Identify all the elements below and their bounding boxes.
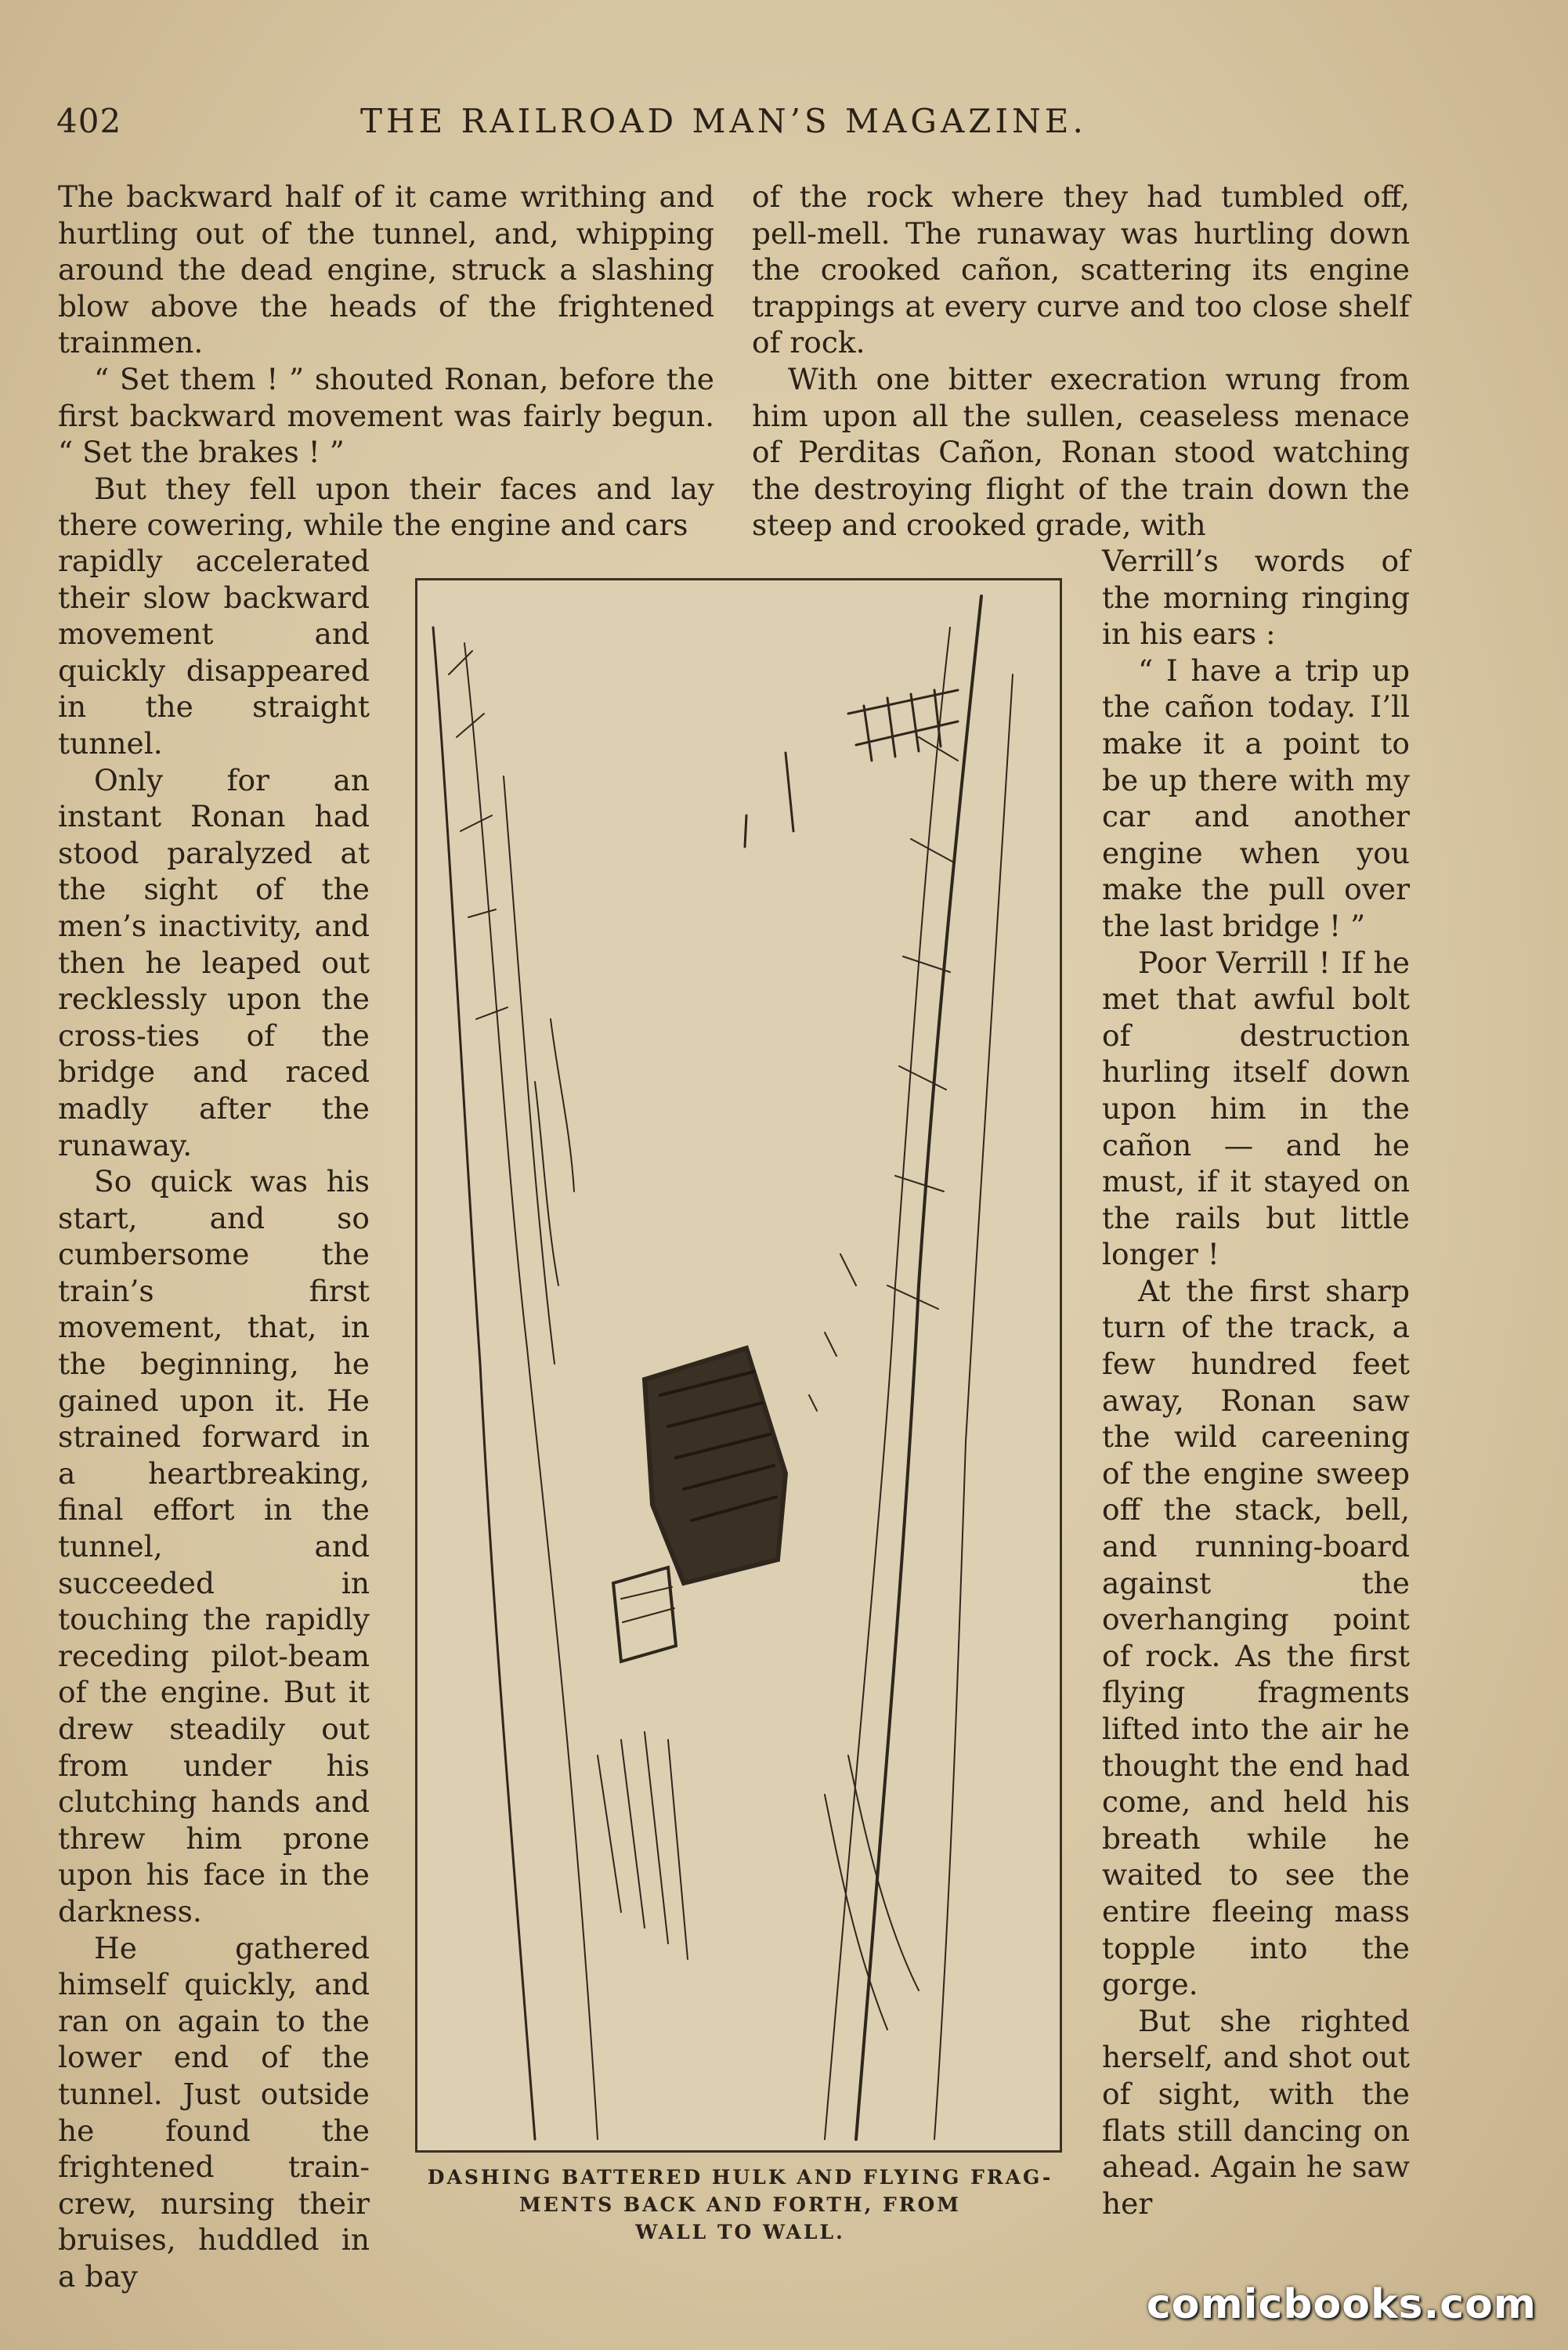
- paragraph: of the rock where they had tumbled off, pell-mell. The runaway was hurtling down the crooked cañon, scattering its engine trappings at every curve and too close shelf of rock.: [752, 179, 1410, 360]
- caption-line: WALL TO WALL.: [635, 2221, 845, 2243]
- paragraph: “ I have a trip up the cañon today. I’ll make it a point to be up there with my car and another engine when you make the pull over the last bridge ! ”: [1102, 653, 1410, 943]
- paragraph: The backward half of it came writhing and hurtling out of the tunnel, and, whipping around the dead engine, struck a slashing blow above the heads of the frightened trainmen.: [58, 179, 714, 360]
- page-number: 402: [56, 102, 122, 140]
- canyon-illustration: [415, 578, 1062, 2153]
- paragraph: rapidly accelerated their slow backward movement and quickly disappeared in the straight tunnel.: [58, 544, 370, 761]
- paragraph: Verrill’s words of the morning ringing in his ears :: [1102, 544, 1410, 652]
- paragraph: Only for an instant Ronan had stood paralyzed at the sight of the men’s inactivity, and then he leaped out recklessly upon the cross-ties of the bridge and raced madly after the runaway.: [58, 762, 370, 1162]
- caption-line: MENTS BACK AND FORTH, FROM: [519, 2193, 961, 2216]
- watermark: comicbooks.com: [1146, 2281, 1537, 2328]
- paragraph: Poor Verrill ! If he met that awful bolt of destruction hurling itself down upon him in the cañon — and he must, if it stayed on the rails but little longer !: [1102, 945, 1410, 1272]
- paragraph: But they fell upon their faces and lay there cowering, while the engine and cars: [58, 471, 714, 543]
- paragraph: With one bitter execration wrung from him upon all the sullen, ceaseless menace of Perditas Cañon, Ronan stood watching the destroying flight of the train down the steep and crooked grade, with: [752, 361, 1410, 543]
- paragraph: “ Set them ! ” shouted Ronan, before the first backward movement was fairly begun. “ Set the brakes ! ”: [58, 361, 714, 470]
- paragraph: So quick was his start, and so cumbersome the train’s first movement, that, in the beginning, he gained upon it. He strained forward in a heartbreaking, final effort in the tunnel, and succeeded in touching the rapidly receding pilot-beam of the engine. But it drew steadily out from under his clutching hands and threw him prone upon his face in the darkness.: [58, 1164, 370, 1929]
- paragraph: But she righted herself, and shot out of sight, with the flats still dancing on ahead. Again he saw her: [1102, 2003, 1410, 2221]
- caption-line: DASHING BATTERED HULK AND FLYING FRAG-: [427, 2166, 1053, 2189]
- illustration-caption: [407, 2164, 1073, 2246]
- paragraph: He gathered himself quickly, and ran on again to the lower end of the tunnel. Just outside he found the frightened train-crew, nursing their bruises, huddled in a bay: [58, 1930, 370, 2294]
- canyon-drawing: [417, 580, 1060, 2150]
- left-column-upper: [58, 179, 714, 544]
- right-column-upper: [752, 179, 1410, 544]
- right-column-lower: [1102, 543, 1410, 2222]
- left-column-lower: [58, 543, 370, 2295]
- paragraph: At the first sharp turn of the track, a few hundred feet away, Ronan saw the wild careening of the engine sweep off the stack, bell, and running-board against the overhanging point of rock. As the first flying fragments lifted into the air he thought the end had come, and held his breath while he waited to see the entire fleeing mass topple into the gorge.: [1102, 1273, 1410, 2002]
- page-header: [0, 102, 1568, 157]
- running-head: THE RAILROAD MAN’S MAGAZINE.: [360, 102, 1087, 140]
